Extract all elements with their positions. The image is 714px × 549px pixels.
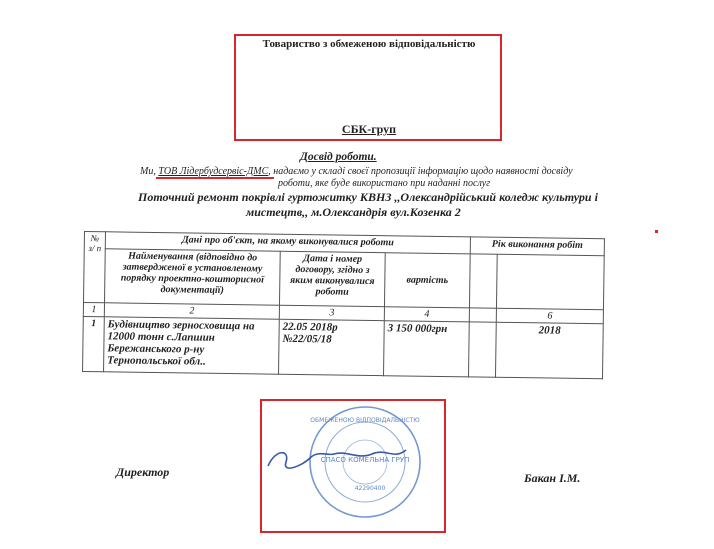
stamp-center-text: СПАСО КОМЕЛЬНА ГРУП xyxy=(320,456,410,464)
intro-line-2: роботи, яке буде використано при наданні послуг xyxy=(278,178,491,189)
col-name-header: Найменування (відповідно до затвердженої в установленому порядку проектно-кошторисної документації) xyxy=(104,249,280,305)
document-title: Досвід роботи. xyxy=(300,151,377,163)
row-year: 2018 xyxy=(495,322,603,378)
col-number: 4 xyxy=(384,307,469,322)
col-number xyxy=(469,308,496,322)
company-name: СБК-груп xyxy=(341,122,397,136)
col-number: 2 xyxy=(104,303,279,319)
col-year-header xyxy=(496,254,604,309)
year-header: Рік виконання робіт xyxy=(470,237,604,256)
col-number: 6 xyxy=(496,308,603,323)
signatory-name: Бакан І.М. xyxy=(524,471,581,485)
row-name: Будівництво зерносховища на 12000 тонн с.Лапшин Бережанського р-ну Тернопольської обл.. xyxy=(104,317,280,374)
col-number: 3 xyxy=(279,305,384,320)
row-cost: 3 150 000грн xyxy=(384,321,470,377)
col-contract-header: Дата і номер договору, згідно з яким виконувалися роботи xyxy=(279,251,385,306)
company-stamp xyxy=(262,400,445,531)
col-extra-header xyxy=(469,254,497,308)
intro-rest: , надаємо у складі своєї пропозиції інформацію щодо наявності досвіду xyxy=(268,166,573,177)
experience-table xyxy=(82,231,605,379)
row-contract: 22.05 2018р №22/05/18 xyxy=(279,319,385,375)
stamp-code: 42290400 xyxy=(354,485,386,492)
col-num-header: № з/ п xyxy=(84,232,106,303)
intro-line-1 xyxy=(140,166,573,177)
stamp-ring-text: ОБМЕЖЕНОЮ ВІДПОВІДАЛЬНІСТЮ xyxy=(310,417,420,424)
intro-prefix: Ми, xyxy=(140,166,156,177)
project-line-1: Поточний ремонт покрівлі гуртожитку КВНЗ ,,Олександрійський коледж культури і xyxy=(138,190,598,204)
group-header: Дані про об'єкт, на якому виконувалися роботи xyxy=(105,232,470,254)
project-line-2: мистецтв,, м.Олександрія вул.Козенка 2 xyxy=(246,205,461,219)
row-extra xyxy=(469,322,497,377)
red-dot-mark xyxy=(655,230,658,233)
row-num: 1 xyxy=(83,316,105,371)
director-label: Директор xyxy=(116,465,170,479)
col-number: 1 xyxy=(83,303,104,317)
intro-company-underline-mark xyxy=(156,177,274,179)
intro-company: ТОВ Лідербудсервіс-ДМС xyxy=(158,166,269,177)
company-legal-form: Товариство з обмеженою відповідальністю xyxy=(262,38,476,50)
table-row xyxy=(83,316,604,378)
table-column-header-row xyxy=(84,249,605,310)
col-cost-header: вартість xyxy=(384,253,470,308)
